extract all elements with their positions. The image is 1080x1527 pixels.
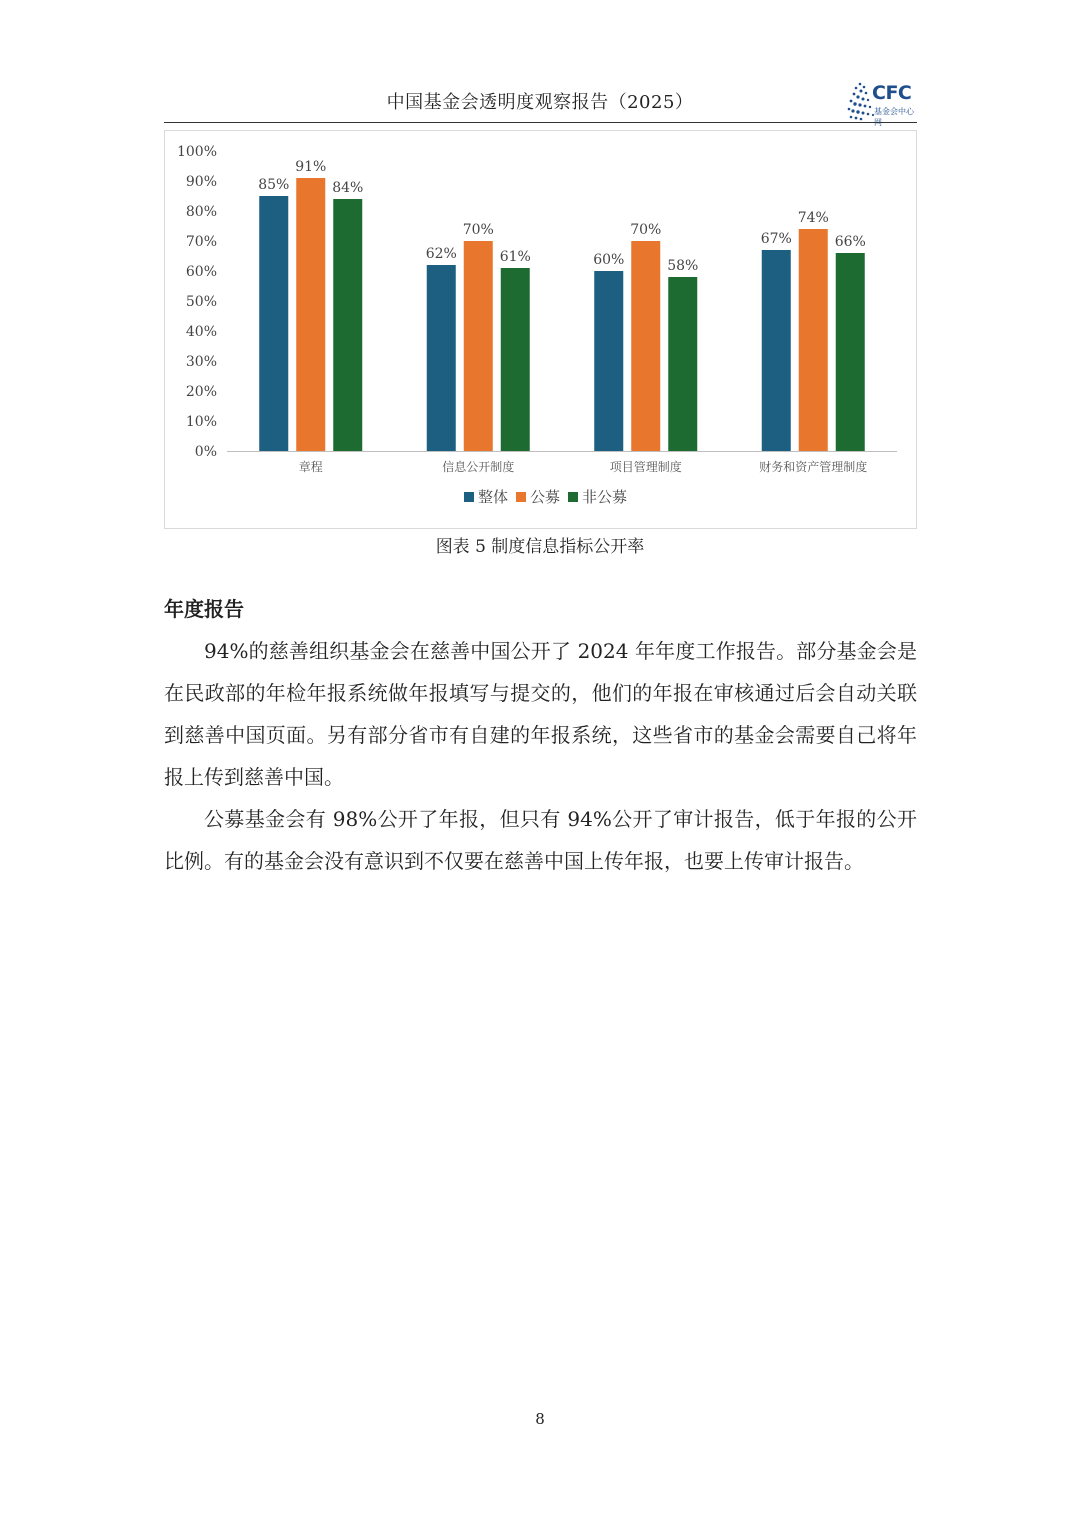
data-label: 85% (258, 177, 290, 193)
bar (501, 268, 530, 451)
logo-subtext: 基金会中心网 (874, 107, 914, 127)
bar (259, 196, 288, 451)
x-tick-label: 项目管理制度 (609, 460, 682, 474)
body-text (164, 630, 917, 882)
y-tick-label: 10% (185, 414, 217, 430)
y-tick-label: 90% (185, 174, 217, 190)
data-label: 66% (834, 234, 866, 250)
header-title: 中国基金会透明度观察报告（2025） (386, 92, 694, 113)
bar-chart (165, 131, 918, 530)
y-tick-label: 50% (185, 294, 217, 310)
bar (427, 265, 456, 451)
figure-caption: 图表 5 制度信息指标公开率 (435, 537, 645, 557)
data-label: 70% (462, 222, 494, 238)
logo-text: CFC (872, 82, 912, 104)
x-tick-label: 信息公开制度 (442, 460, 515, 474)
bar (333, 199, 362, 451)
cfc-logo (846, 78, 920, 127)
legend-swatch (568, 492, 578, 502)
bar (296, 178, 325, 451)
data-label: 84% (332, 180, 364, 196)
bar (836, 253, 865, 451)
data-label: 74% (797, 210, 829, 226)
legend-swatch (464, 492, 474, 502)
page-number: 8 (535, 1410, 545, 1428)
y-tick-label: 70% (185, 234, 217, 250)
y-tick-label: 80% (185, 204, 217, 220)
data-label: 67% (760, 231, 792, 247)
data-label: 70% (630, 222, 662, 238)
bar (464, 241, 493, 451)
bar (594, 271, 623, 451)
y-tick-label: 40% (185, 324, 217, 340)
y-tick-label: 20% (185, 384, 217, 400)
x-tick-label: 财务和资产管理制度 (759, 460, 868, 474)
chart-container (164, 130, 917, 529)
data-label: 61% (499, 249, 531, 265)
y-tick-label: 0% (194, 444, 217, 460)
data-label: 58% (667, 258, 699, 274)
legend-swatch (516, 492, 526, 502)
data-label: 62% (425, 246, 457, 262)
legend-label: 非公募 (582, 488, 628, 506)
x-tick-label: 章程 (298, 460, 323, 474)
y-tick-label: 100% (176, 144, 217, 160)
legend-label: 整体 (478, 488, 509, 506)
bar (631, 241, 660, 451)
paragraph: 94%的慈善组织基金会在慈善中国公开了 2024 年年度工作报告。部分基金会是在民政部的年检年报系统做年报填写与提交的，他们的年报在审核通过后会自动关联到慈善中国页面。另有部分省市有自建的年报系统，这些省市的基金会需要自己将年报上传到慈善中国。 (164, 639, 917, 789)
bar (668, 277, 697, 451)
y-tick-label: 60% (185, 264, 217, 280)
data-label: 91% (295, 159, 327, 175)
y-tick-label: 30% (185, 354, 217, 370)
bar (799, 229, 828, 451)
paragraph: 公募基金会有 98%公开了年报，但只有 94%公开了审计报告，低于年报的公开比例。有的基金会没有意识到不仅要在慈善中国上传年报，也要上传审计报告。 (164, 807, 917, 873)
section-title: 年度报告 (164, 597, 244, 621)
header-rule (164, 122, 917, 123)
data-label: 60% (593, 252, 625, 268)
legend-label: 公募 (530, 488, 561, 506)
bar (762, 250, 791, 451)
